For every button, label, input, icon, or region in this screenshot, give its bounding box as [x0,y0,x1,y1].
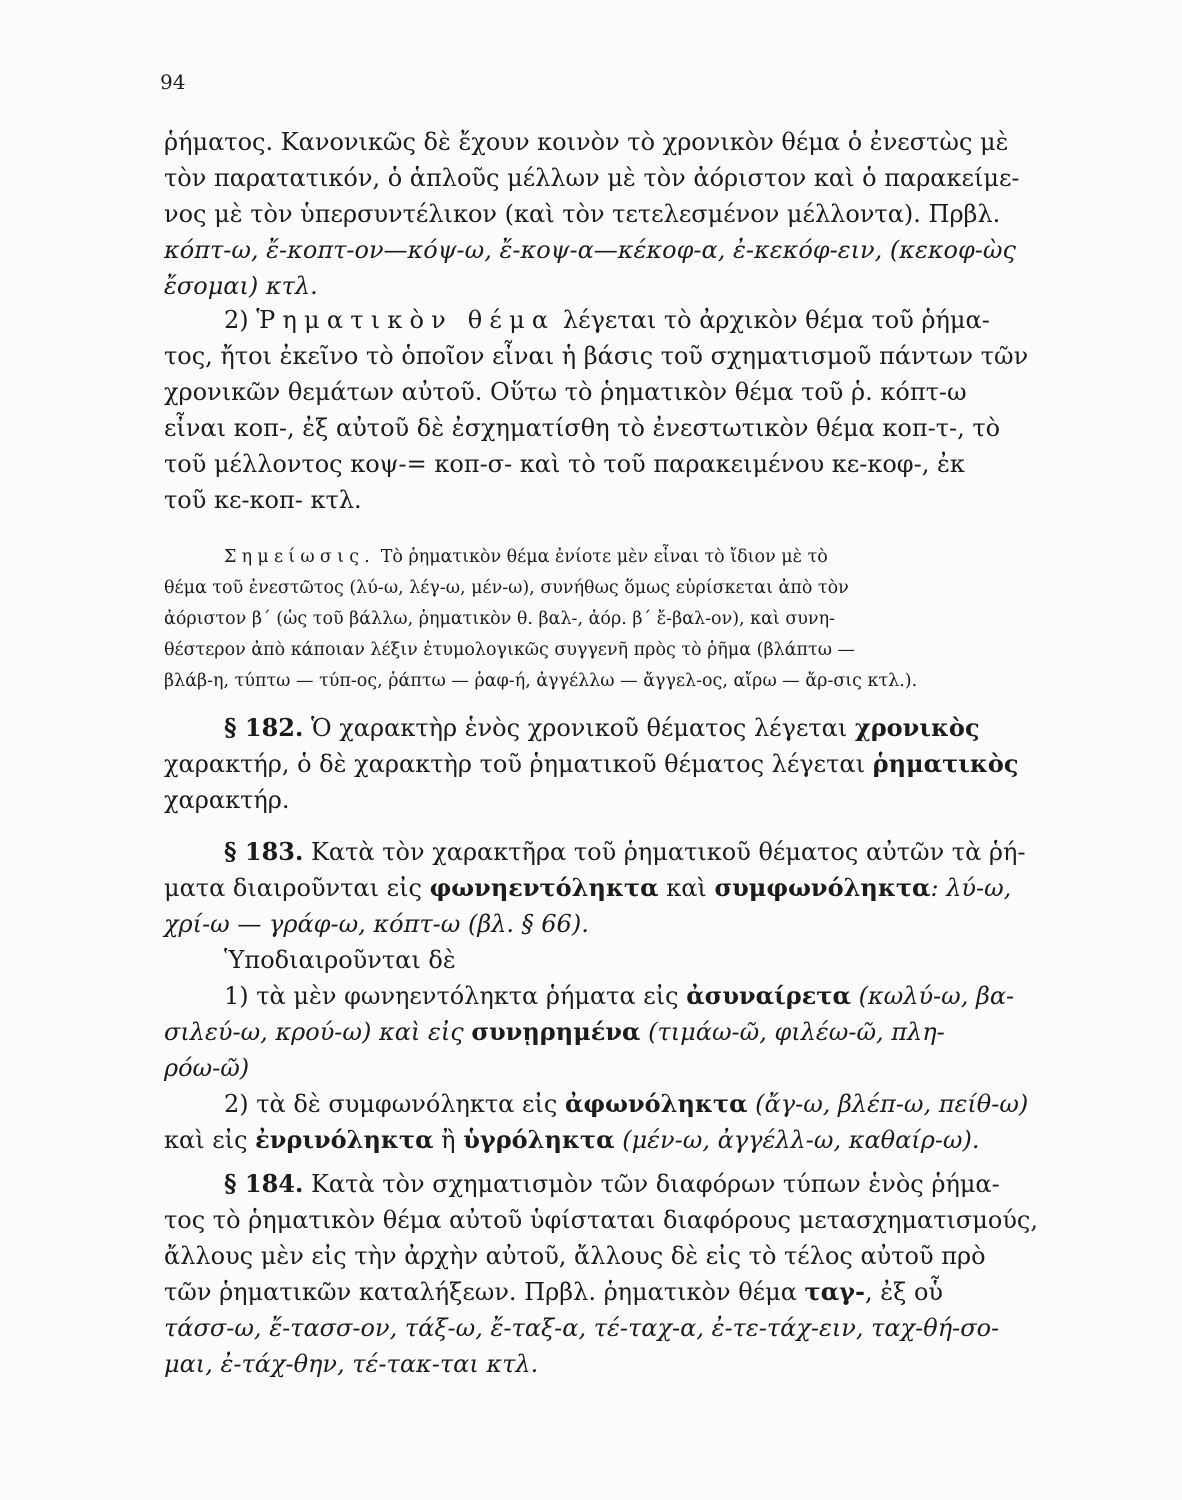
text-span: , ἐξ οὗ [864,1278,943,1306]
text-span: καὶ [666,874,707,902]
bold-term: φωνηεντόληκτα [429,873,659,902]
text-span: Τὸ ῥηματικὸν θέμα ἐνίοτε μὲν εἶναι τὸ ἴδιον μὲ τὸ [380,547,828,567]
text-span: (κωλύ-ω, βα- [858,982,1015,1010]
text-line [164,1122,1014,1158]
text-line [164,870,1014,906]
page-number: 94 [160,70,186,94]
text-span: ἢ [441,1126,456,1154]
text-line [164,834,1026,870]
text-line: Ὑποδιαιροῦνται δὲ [224,946,456,974]
section-183 [164,834,1029,1158]
note [164,542,1014,697]
bold-term: ὑγρόληκτα [463,1125,615,1154]
text-line: τάσσ-ω, ἔ-τασσ-ον, τάξ-ω, ἔ-ταξ-α, τέ-ταχ-α, ἐ-τε-τάχ-ειν, ταχ-θή-σο- [164,1314,1000,1342]
text-line: τος, ἤτοι ἐκεῖνο τὸ ὁποῖον εἶναι ἡ βάσις τοῦ σχηματισμοῦ πάντων τῶν [164,342,1029,370]
text-line [164,1274,1014,1310]
bold-term: συνῃρημένα [471,1017,641,1046]
bold-term: συμφωνόληκτα [714,873,931,902]
section-182 [164,710,1019,818]
section-number: § 182. [224,713,304,742]
text-span: Ὁ χαρακτὴρ ἑνὸς χρονικοῦ θέματος λέγεται [311,714,848,742]
text-line: χρί-ω — γράφ-ω, κόπτ-ω (βλ. § 66). [164,910,589,938]
note-label: Σημείωσις. [224,547,376,567]
text-span: 1) τὰ μὲν φωνηεντόληκτα ῥήματα εἰς [224,982,679,1010]
text-line: τοῦ μέλλοντος κοψ-= κοπ-σ- καὶ τὸ τοῦ παρακειμένου κε-κοφ-, ἐκ [164,450,965,478]
paragraph-2 [164,302,1029,518]
bold-term: ἐνρινόληκτα [255,1125,434,1154]
text-line: τος τὸ ῥηματικὸν θέμα αὐτοῦ ὑφίσταται διαφόρους μετασχηματισμούς, [164,1206,1038,1234]
bold-term: ἀσυναίρετα [686,981,851,1010]
text-span: χαρακτήρ, ὁ δὲ χαρακτὴρ τοῦ ῥηματικοῦ θέματος λέγεται [164,750,865,778]
text-line: ρόω-ῶ) [164,1054,250,1082]
text-line: βλάβ-η, τύπτω — τύπ-ος, ῥάπτω — ῥαφ-ή, ἀγγέλλω — ἄγγελ-ος, αἴρω — ἄρ-σις κτλ.). [164,671,918,691]
text-line: θέμα τοῦ ἐνεστῶτος (λύ-ω, λέγ-ω, μέν-ω), συνήθως ὅμως εὑρίσκεται ἀπὸ τὸν [164,578,849,598]
text-span: (ἄγ-ω, βλέπ-ω, πείθ-ω) [755,1090,1029,1118]
text-line: μαι, ἐ-τάχ-θην, τέ-τακ-ται κτλ. [164,1350,539,1378]
section-number: § 183. [224,837,304,866]
text-line [164,542,1014,573]
text-span: καὶ εἰς [164,1126,248,1154]
text-span: (τιμάω-ῶ, φιλέω-ῶ, πλη- [648,1018,945,1046]
text-line: κόπτ-ω, ἔ-κοπτ-ον—κόψ-ω, ἔ-κοψ-α—κέκοφ-α, ἐ-κεκόφ-ειν, (κεκοφ-ὼς [164,236,1016,264]
text-line: εἶναι κοπ-, ἐξ αὐτοῦ δὲ ἐσχηματίσθη τὸ ἐνεστωτικὸν θέμα κοπ-τ-, τὸ [164,414,1001,442]
text-line: ἄλλους μὲν εἰς τὴν ἀρχὴν αὐτοῦ, ἄλλους δὲ εἰς τὸ τέλος αὐτοῦ πρὸ [164,1242,986,1270]
text-span: Κατὰ τὸν χαρακτῆρα τοῦ ῥηματικοῦ θέματος αὐτῶν τὰ ῥή- [311,838,1026,866]
text-line: χρονικῶν θεμάτων αὐτοῦ. Οὕτω τὸ ῥηματικὸν θέμα τοῦ ῥ. κόπτ-ω [164,378,967,406]
text-span: 2) τὰ δὲ συμφωνόληκτα εἰς [224,1090,558,1118]
spaced-term: Ῥηματικὸν θέμα [256,306,556,334]
text-line [164,1086,1029,1122]
text-span: : λύ-ω, [930,874,1012,902]
bold-term: ῥηματικὸς [872,749,1019,778]
text-line [164,978,1014,1014]
text-line: τοῦ κε-κοπ- κτλ. [164,486,362,514]
text-span: σιλεύ-ω, κρού-ω) καὶ εἰς [164,1018,464,1046]
text-line [164,302,1014,338]
paragraph-1 [164,124,1020,304]
text-line: ῥήματος. Κανονικῶς δὲ ἔχουν κοινὸν τὸ χρονικὸν θέμα ὁ ἐνεστὼς μὲ [164,128,1009,156]
text-span: λέγεται τὸ ἀρχικὸν θέμα τοῦ ῥήμα- [562,306,990,334]
bold-term: ἀφωνόληκτα [564,1089,748,1118]
text-line [164,1014,1014,1050]
section-number: § 184. [224,1169,304,1198]
bold-term: χρονικὸς [854,713,980,742]
item-number: 2) [224,306,249,334]
text-line: ἔσομαι) κτλ. [164,272,318,300]
text-span: τῶν ῥηματικῶν καταλήξεων. Πρβλ. ῥηματικὸν θέμα [164,1278,797,1306]
bold-term: ταγ- [804,1277,865,1306]
text-line [164,710,1014,746]
text-line: χαρακτήρ. [164,786,290,814]
text-span: ματα διαιροῦνται εἰς [164,874,422,902]
text-line [164,1166,1014,1202]
text-line: ἀόριστον β΄ (ὡς τοῦ βάλλω, ῥηματικὸν θ. βαλ-, ἀόρ. β΄ ἔ-βαλ-ον), καὶ συνη- [164,609,835,629]
section-184 [164,1166,1038,1382]
text-line: νος μὲ τὸν ὑπερσυντέλικον (καὶ τὸν τετελεσμένον μέλλοντα). Πρβλ. [164,200,1001,228]
text-span: Κατὰ τὸν σχηματισμὸν τῶν διαφόρων τύπων ἑνὸς ῥήμα- [311,1170,1000,1198]
text-line [164,746,1019,782]
text-line: τὸν παρατατικόν, ὁ ἁπλοῦς μέλλων μὲ τὸν ἀόριστον καὶ ὁ παρακείμε- [164,164,1020,192]
text-span: (μέν-ω, ἀγγέλλ-ω, καθαίρ-ω). [622,1126,980,1154]
text-line: θέστερον ἀπὸ κάποιαν λέξιν ἐτυμολογικῶς συγγενῆ πρὸς τὸ ῥῆμα (βλάπτω — [164,640,856,660]
